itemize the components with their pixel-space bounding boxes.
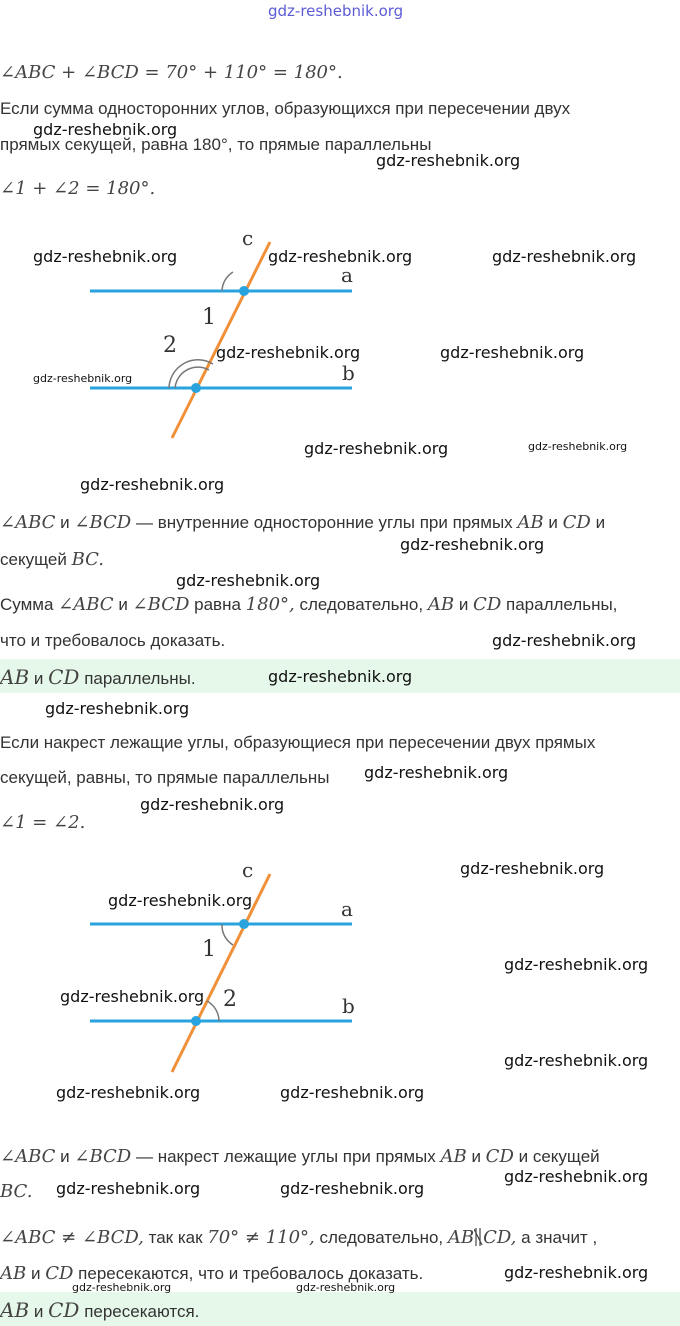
point-intersection-a	[239, 286, 249, 296]
watermark: gdz-reshebnik.org	[108, 891, 253, 910]
rule-alternate-line-1: Если накрест лежащие углы, образующиеся при пересечении двух прямых	[0, 733, 596, 752]
statement-alternate-line1: ∠ABC и ∠BCD — накрест лежащие углы при прямых AB и CD и секущей	[0, 1146, 600, 1167]
watermark: gdz-reshebnik.org	[80, 475, 225, 494]
watermark: gdz-reshebnik.org	[216, 343, 361, 362]
watermark-small: gdz-reshebnik.org	[33, 372, 133, 385]
angle-1-label: 1	[202, 937, 216, 962]
statement-proved: что и требовалось доказать.	[0, 631, 226, 650]
watermark: gdz-reshebnik.org	[492, 631, 637, 650]
angle-1-arc	[222, 272, 233, 291]
watermark: gdz-reshebnik.org	[280, 1179, 425, 1198]
watermark-small: gdz-reshebnik.org	[72, 1281, 172, 1294]
watermark: gdz-reshebnik.org	[504, 1167, 649, 1186]
watermark-small: gdz-reshebnik.org	[528, 440, 628, 453]
label-b: b	[342, 361, 355, 385]
watermark: gdz-reshebnik.org	[364, 763, 509, 782]
label-a: a	[341, 263, 353, 287]
equation-angle-sum: ∠ABC + ∠BCD = 70° + 110° = 180°.	[0, 62, 343, 83]
angle-1-label: 1	[202, 305, 216, 330]
watermark: gdz-reshebnik.org	[492, 247, 637, 266]
watermark: gdz-reshebnik.org	[400, 535, 545, 554]
watermark: gdz-reshebnik.org	[45, 699, 190, 718]
label-b: b	[342, 994, 355, 1018]
watermark: gdz-reshebnik.org	[504, 955, 649, 974]
watermark: gdz-reshebnik.org	[33, 120, 178, 139]
watermark-top[interactable]: gdz-reshebnik.org	[268, 2, 404, 20]
point-intersection-b	[191, 383, 201, 393]
transversal-c	[172, 242, 270, 438]
label-c: c	[242, 858, 254, 882]
watermark: gdz-reshebnik.org	[56, 1179, 201, 1198]
angle-2-arc	[207, 1001, 219, 1021]
angle-2-label: 2	[223, 987, 237, 1012]
watermark: gdz-reshebnik.org	[33, 247, 178, 266]
watermark: gdz-reshebnik.org	[504, 1051, 649, 1070]
label-a: a	[341, 897, 353, 921]
statement-not-equal-line: ∠ABC ≠ ∠BCD, так как 70° ≠ 110°, следовательно, AB CD, а значит ,	[0, 1227, 598, 1248]
watermark: gdz-reshebnik.org	[460, 859, 605, 878]
equation-angles-equal: ∠1 = ∠2.	[0, 812, 86, 833]
answer-box-parallel: AB и CD параллельны.	[0, 659, 680, 693]
watermark: gdz-reshebnik.org	[268, 667, 413, 686]
watermark-small: gdz-reshebnik.org	[296, 1281, 396, 1294]
rule-line-2: прямых секущей, равна 180°, то прямые параллельны	[0, 135, 432, 154]
watermark: gdz-reshebnik.org	[140, 795, 285, 814]
angle-2-arc-inner	[175, 367, 209, 388]
point-intersection-b	[191, 1016, 201, 1026]
watermark: gdz-reshebnik.org	[268, 247, 413, 266]
rule-line-1: Если сумма односторонних углов, образующихся при пересечении двух	[0, 99, 571, 118]
rule-alternate-line-2: секущей, равны, то прямые параллельны	[0, 768, 330, 787]
equation-angles-1-2: ∠1 + ∠2 = 180°.	[0, 178, 156, 199]
watermark: gdz-reshebnik.org	[60, 987, 205, 1006]
point-intersection-a	[239, 919, 249, 929]
statement-intersect-line: AB и CD пересекаются, что и требовалось доказать.	[0, 1263, 424, 1284]
angle-2-label: 2	[163, 333, 177, 358]
statement-same-side-line2: секущей BC.	[0, 549, 104, 570]
watermark: gdz-reshebnik.org	[280, 1083, 425, 1102]
statement-alternate-line2: BC.	[0, 1181, 33, 1202]
watermark: gdz-reshebnik.org	[440, 343, 585, 362]
watermark: gdz-reshebnik.org	[176, 571, 321, 590]
watermark: gdz-reshebnik.org	[504, 1263, 649, 1282]
answer-box-intersect: AB и CD пересекаются.	[0, 1292, 680, 1326]
watermark: gdz-reshebnik.org	[376, 151, 521, 170]
watermark: gdz-reshebnik.org	[304, 439, 449, 458]
angle-1-arc	[222, 924, 233, 945]
statement-sum-line: Сумма ∠ABC и ∠BCD равна 180°, следовательно, AB и CD параллельны,	[0, 594, 618, 615]
watermark: gdz-reshebnik.org	[56, 1083, 201, 1102]
figure-alternate-angles	[80, 856, 380, 1078]
label-c: c	[242, 226, 254, 250]
statement-same-side-line1: ∠ABC и ∠BCD — внутренние односторонние углы при прямых AB и CD и	[0, 512, 606, 533]
